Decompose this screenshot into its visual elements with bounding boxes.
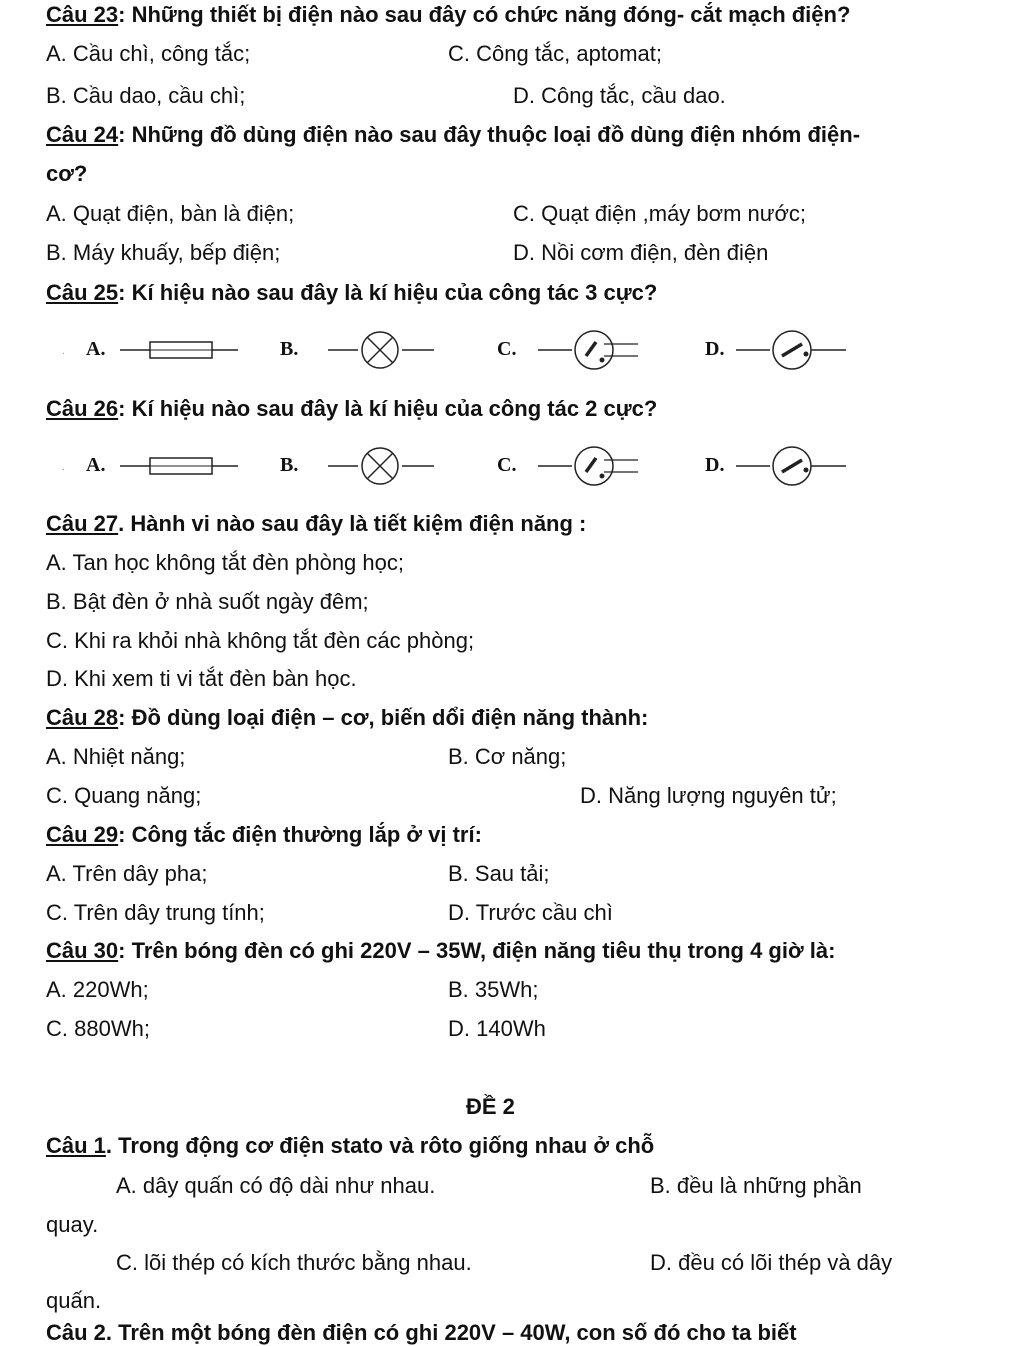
question-25 bbox=[46, 280, 657, 306]
option-c: C. Công tắc, aptomat; bbox=[448, 41, 662, 66]
option-b: B. Máy khuấy, bếp điện; bbox=[46, 240, 281, 265]
symbol-label-d: D. bbox=[705, 338, 725, 360]
question-number: Câu 25 bbox=[46, 280, 119, 305]
symbol-label-a: A. bbox=[86, 338, 106, 360]
question-24-continued: cơ? bbox=[46, 161, 88, 186]
option-a: A. Nhiệt năng; bbox=[46, 744, 186, 769]
option-b: B. Cơ năng; bbox=[448, 744, 567, 769]
option-b: B. Sau tải; bbox=[448, 861, 550, 886]
question-number: Câu 26 bbox=[46, 396, 119, 421]
question-text: : Kí hiệu nào sau đây là kí hiệu của công tác 2 cực? bbox=[118, 396, 658, 421]
symbol-label-c: C. bbox=[497, 338, 517, 360]
question-text: . Trong động cơ điện stato và rôto giống nhau ở chỗ bbox=[105, 1133, 655, 1158]
option-c: C. Quạt điện ,máy bơm nước; bbox=[513, 201, 807, 226]
option-a: A. Trên dây pha; bbox=[46, 861, 208, 886]
option-d-continued: quấn. bbox=[46, 1288, 102, 1313]
fuse-symbol-icon bbox=[120, 330, 240, 370]
option-c: C. Khi ra khỏi nhà không tắt đèn các phòng; bbox=[46, 628, 475, 653]
question-text: : Kí hiệu nào sau đây là kí hiệu của công tác 3 cực? bbox=[118, 280, 658, 305]
switch-2-pole-symbol-icon bbox=[736, 330, 848, 370]
question-23 bbox=[46, 2, 850, 28]
option-b: B. đều là những phần bbox=[650, 1173, 862, 1198]
question-text: : Những đồ dùng điện nào sau đây thuộc loại đồ dùng điện nhóm điện- bbox=[118, 122, 861, 147]
question-number: Câu 24 bbox=[46, 122, 119, 147]
option-d: D. Năng lượng nguyên tử; bbox=[580, 783, 837, 808]
option-a: A. 220Wh; bbox=[46, 977, 149, 1002]
option-d: D. Nồi cơm điện, đèn điện bbox=[513, 240, 769, 265]
option-a: A. Quạt điện, bàn là điện; bbox=[46, 201, 295, 226]
option-d: D. Công tắc, cầu dao. bbox=[513, 83, 726, 108]
question-text: : Công tắc điện thường lắp ở vị trí: bbox=[118, 822, 482, 847]
symbol-label-b: B. bbox=[280, 454, 299, 476]
switch-3-pole-symbol-icon bbox=[538, 446, 648, 486]
lamp-symbol-icon bbox=[328, 446, 438, 486]
question-text: . Hành vi nào sau đây là tiết kiệm điện năng : bbox=[118, 511, 587, 536]
symbol-row-25: . A. B. C. D. bbox=[0, 330, 1024, 370]
option-c: C. 880Wh; bbox=[46, 1016, 150, 1041]
symbol-label-a: A. bbox=[86, 454, 106, 476]
question-26 bbox=[46, 396, 657, 422]
symbol-label-d: D. bbox=[705, 454, 725, 476]
symbol-row-26: . A. B. C. D. bbox=[0, 446, 1024, 486]
section-title: ĐỀ 2 bbox=[466, 1094, 515, 1119]
option-d: D. đều có lõi thép và dây bbox=[650, 1250, 893, 1275]
option-b: B. 35Wh; bbox=[448, 977, 539, 1002]
question-number: Câu 28 bbox=[46, 705, 119, 730]
question-number: Câu 1 bbox=[46, 1133, 106, 1158]
cut-off-question-2: Câu 2. Trên một bóng đèn điện có ghi 220V – 40W, con số đó cho ta biết bbox=[46, 1320, 797, 1345]
question-29 bbox=[46, 822, 482, 848]
option-d: D. 140Wh bbox=[448, 1016, 546, 1041]
question-24 bbox=[46, 122, 860, 148]
option-b: B. Bật đèn ở nhà suốt ngày đêm; bbox=[46, 589, 369, 614]
de2-question-1 bbox=[46, 1133, 654, 1159]
option-d: D. Khi xem ti vi tắt đèn bàn học. bbox=[46, 666, 357, 691]
question-30 bbox=[46, 938, 835, 964]
question-28 bbox=[46, 705, 648, 731]
fuse-symbol-icon bbox=[120, 446, 240, 486]
switch-3-pole-symbol-icon bbox=[538, 330, 648, 370]
option-c: C. Quang năng; bbox=[46, 783, 202, 808]
symbol-label-c: C. bbox=[497, 454, 517, 476]
option-a: A. Tan học không tắt đèn phòng học; bbox=[46, 550, 404, 575]
question-text: : Đồ dùng loại điện – cơ, biến dổi điện năng thành: bbox=[118, 705, 649, 730]
option-b-continued: quay. bbox=[46, 1212, 99, 1237]
option-c: C. Trên dây trung tính; bbox=[46, 900, 265, 925]
option-a: A. dây quấn có độ dài như nhau. bbox=[116, 1173, 436, 1198]
question-text: : Những thiết bị điện nào sau đây có chức năng đóng- cắt mạch điện? bbox=[118, 2, 851, 27]
option-a: A. Cầu chì, công tắc; bbox=[46, 41, 251, 66]
lamp-symbol-icon bbox=[328, 330, 438, 370]
option-c: C. lõi thép có kích thước bằng nhau. bbox=[116, 1250, 472, 1275]
question-number: Câu 30 bbox=[46, 938, 119, 963]
option-b: B. Cầu dao, cầu chì; bbox=[46, 83, 246, 108]
option-d: D. Trước cầu chì bbox=[448, 900, 613, 925]
question-27 bbox=[46, 511, 586, 537]
question-number: Câu 29 bbox=[46, 822, 119, 847]
question-text: : Trên bóng đèn có ghi 220V – 35W, điện năng tiêu thụ trong 4 giờ là: bbox=[118, 938, 836, 963]
question-number: Câu 23 bbox=[46, 2, 119, 27]
question-number: Câu 27 bbox=[46, 511, 119, 536]
switch-2-pole-symbol-icon bbox=[736, 446, 848, 486]
symbol-label-b: B. bbox=[280, 338, 299, 360]
